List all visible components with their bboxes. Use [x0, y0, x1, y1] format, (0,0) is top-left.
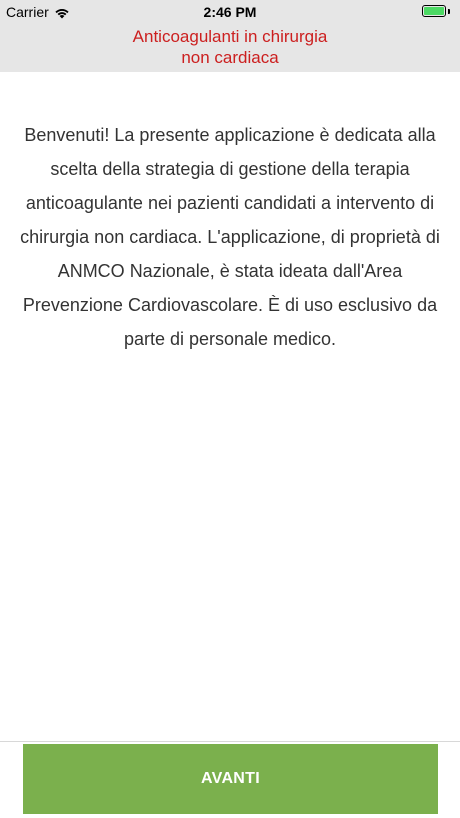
status-time: 2:46 PM — [203, 4, 257, 20]
battery-level — [424, 7, 444, 15]
carrier-label: Carrier — [6, 4, 49, 20]
page-title: Anticoagulanti in chirurgia non cardiaca — [132, 27, 328, 67]
status-bar — [0, 0, 460, 24]
battery-tip — [448, 9, 450, 14]
footer-divider — [0, 741, 460, 742]
navigation-header — [0, 0, 460, 72]
avanti-button[interactable]: AVANTI — [23, 744, 438, 814]
battery-icon — [422, 5, 446, 17]
welcome-text: Benvenuti! La presente applicazione è dedicata alla scelta della strategia di gestione della terapia anticoagulante nei pazienti candidati a intervento di chirurgia non cardiaca. L'applicazione, di proprietà di ANMCO Nazionale, è stata ideata dall'Area Prevenzione Cardiovascolare. È di uso esclusivo da parte di personale medico. — [20, 125, 440, 349]
